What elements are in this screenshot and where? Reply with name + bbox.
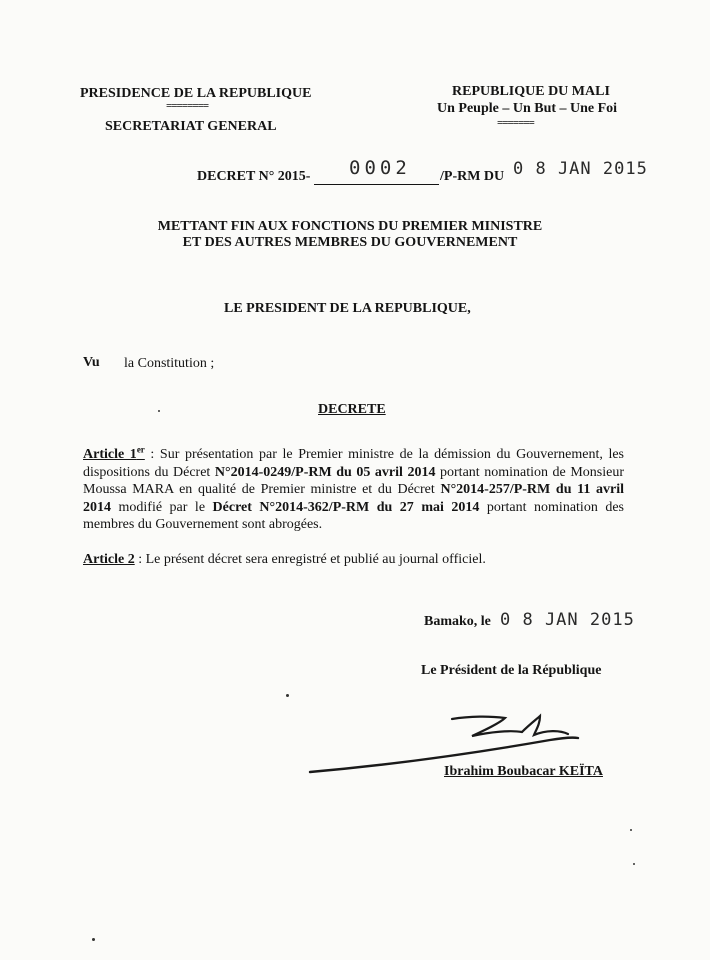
article-1-colon: : (144, 447, 160, 462)
authority-heading: LE PRESIDENT DE LA REPUBLIQUE, (224, 301, 471, 316)
article-1-sup: er (136, 444, 145, 455)
header-presidence: PRESIDENCE DE LA REPUBLIQUE (80, 86, 312, 101)
header-republique: REPUBLIQUE DU MALI (452, 84, 610, 99)
decree-number-underline (314, 184, 439, 185)
article-1-ref-3: Décret N°2014-362/P-RM du 27 mai 2014 (212, 499, 480, 515)
scan-speck (92, 938, 95, 941)
decree-number-stamp: 0002 (349, 157, 411, 179)
header-right-separator: ======= (497, 117, 534, 129)
header-left-separator: ======== (166, 100, 209, 112)
decrete-heading: DECRETE (318, 402, 386, 417)
article-1-text-1: Sur présentation par le Premier ministre de la démission du Gouvernement, les dispositions du Décret (83, 447, 625, 480)
subject-line-1: METTANT FIN AUX FONCTIONS DU PREMIER MINISTRE (157, 219, 543, 234)
subject-line-2: ET DES AUTRES MEMBRES DU GOUVERNEMENT (182, 235, 518, 250)
scan-speck (286, 694, 289, 697)
article-2 (83, 551, 486, 568)
vu-label: Vu (83, 355, 100, 370)
article-1-text-2: portant nomination de Monsieur Moussa MARA en qualité de Premier ministre et du Décret (83, 464, 624, 497)
article-1-label-text: Article 1 (83, 447, 137, 462)
decree-prefix: DECRET N° 2015- (197, 169, 311, 184)
decree-date-stamp: 0 8 JAN 2015 (513, 159, 648, 179)
scan-speck (158, 410, 160, 412)
article-1-label (83, 444, 145, 462)
article-1 (83, 446, 624, 534)
header-motto: Un Peuple – Un But – Une Foi (437, 101, 618, 116)
place-label: Bamako, le (424, 614, 491, 629)
header-secretariat: SECRETARIAT GENERAL (105, 119, 277, 134)
scan-speck (633, 863, 635, 865)
scan-speck (630, 829, 632, 831)
article-1-ref-2: N°2014-257/P-RM du 11 avril 2014 (83, 482, 624, 515)
signatory-name: Ibrahim Boubacar KEÏTA (444, 764, 603, 779)
article-2-label: Article 2 (83, 552, 135, 567)
signing-date-stamp: 0 8 JAN 2015 (500, 610, 635, 630)
article-1-text-4: portant nomination des membres du Gouvernement sont abrogées. (83, 499, 624, 532)
signatory-title: Le Président de la République (421, 663, 602, 678)
vu-text: la Constitution ; (124, 356, 215, 371)
article-1-ref-1: N°2014-0249/P-RM du 05 avril 2014 (214, 464, 436, 480)
article-2-text: : Le présent décret sera enregistré et publié au journal officiel. (134, 552, 486, 567)
article-1-text-3: modifié par le (111, 499, 213, 515)
decree-suffix: /P-RM DU (440, 169, 505, 184)
